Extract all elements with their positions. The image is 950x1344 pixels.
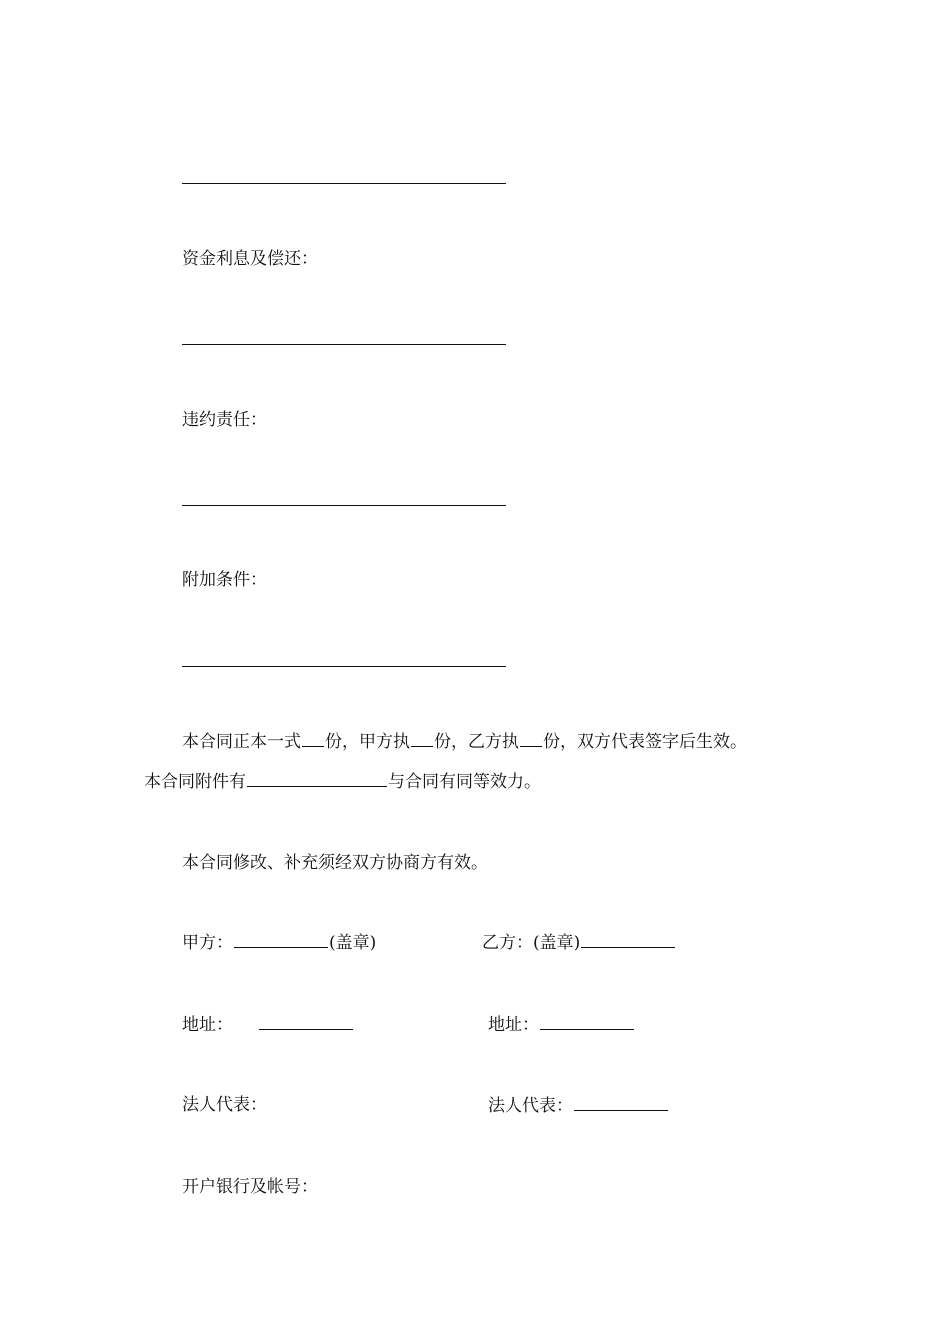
party-b-blank[interactable] [581, 930, 675, 948]
amendment-clause: 本合同修改、补充须经双方协商方有效。 [182, 853, 488, 873]
fill-line-top[interactable] [182, 183, 506, 184]
party-b-signature-line [482, 930, 676, 955]
legal-rep-a-label: 法人代表： [182, 1095, 267, 1115]
party-a-seal: (盖章) [329, 933, 377, 953]
address-b-label: 地址： [488, 1015, 539, 1035]
party-b-copies-blank[interactable] [520, 729, 542, 747]
legal-rep-a-line [182, 1093, 267, 1117]
bank-account-label: 开户银行及帐号： [182, 1177, 318, 1197]
copies-text-4: 份，双方代表签字后生效。 [543, 732, 747, 752]
party-a-blank[interactable] [234, 930, 328, 948]
additional-heading: 附加条件： [182, 570, 267, 590]
party-a-copies-blank[interactable] [411, 729, 433, 747]
address-a-line [182, 1012, 354, 1037]
attachments-blank[interactable] [247, 769, 387, 787]
address-b-blank[interactable] [540, 1012, 634, 1030]
copies-clause-line2 [144, 769, 541, 794]
interest-heading: 资金利息及偿还： [182, 249, 318, 269]
copies-text-5: 本合同附件有 [144, 772, 246, 792]
copies-text-2: 份，甲方执 [325, 732, 410, 752]
party-b-seal: (盖章) [533, 933, 581, 953]
address-a-blank[interactable] [259, 1012, 353, 1030]
copies-text-6: 与合同有同等效力。 [388, 772, 541, 792]
fill-line-breach[interactable] [182, 505, 506, 506]
address-a-label: 地址： [182, 1015, 233, 1035]
copies-total-blank[interactable] [302, 729, 324, 747]
address-b-line [488, 1012, 635, 1037]
party-a-signature-line [182, 930, 376, 955]
party-a-label: 甲方： [182, 933, 233, 953]
legal-rep-b-label: 法人代表： [488, 1096, 573, 1116]
breach-heading: 违约责任： [182, 410, 267, 430]
copies-text-3: 份，乙方执 [434, 732, 519, 752]
party-b-label: 乙方： [482, 933, 533, 953]
legal-rep-b-blank[interactable] [574, 1093, 668, 1111]
copies-clause-line1 [182, 729, 747, 754]
fill-line-additional[interactable] [182, 666, 506, 667]
copies-text-1: 本合同正本一式 [182, 732, 301, 752]
fill-line-interest[interactable] [182, 344, 506, 345]
legal-rep-b-line [488, 1093, 669, 1118]
